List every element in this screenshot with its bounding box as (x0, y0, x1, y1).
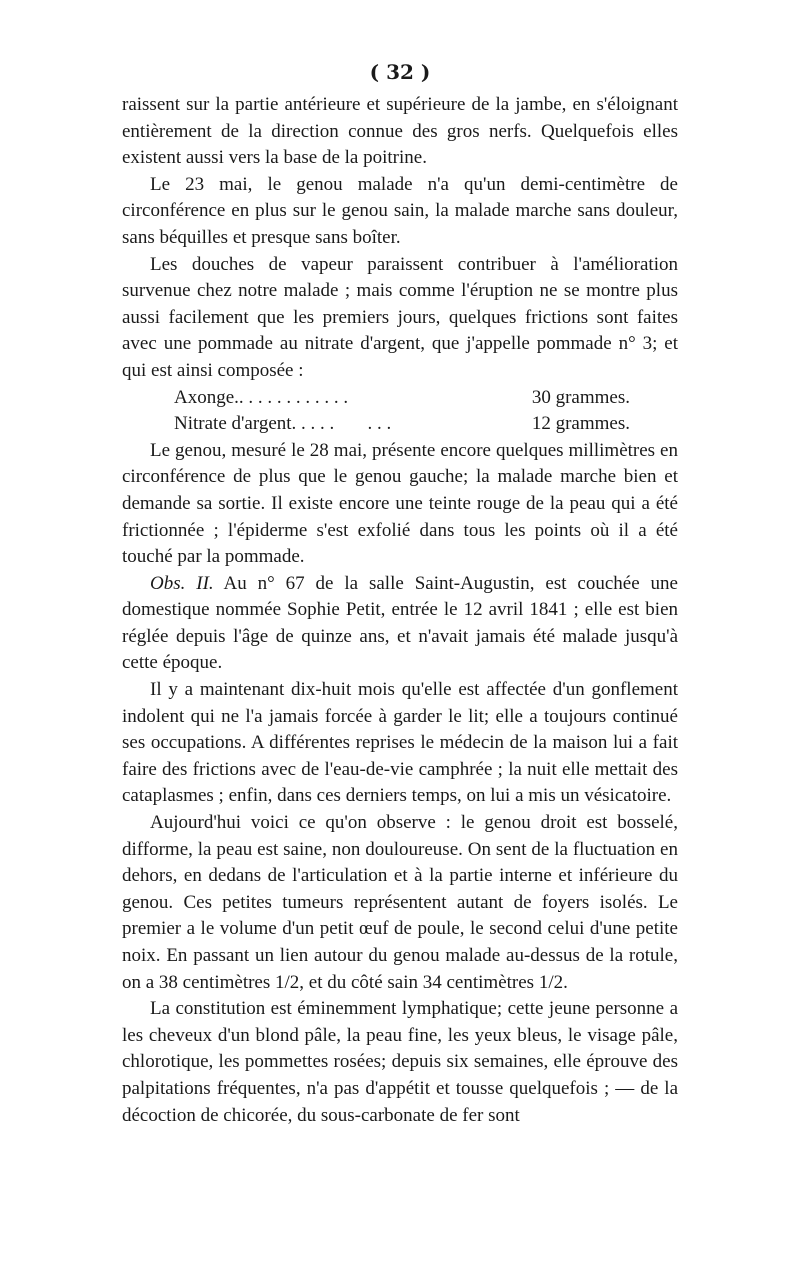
formula-ingredient: Axonge.. . . . . . . . . . . . (174, 386, 349, 408)
body-text (122, 92, 678, 1129)
observation-paragraph (122, 571, 678, 677)
paragraph: Il y a maintenant dix-huit mois qu'elle est affectée d'un gonflement indolent qui ne l'a jamais forcée à garder le lit; elle a toujours continué ses occupations. A différentes reprises le médecin de la maison lui a fait faire des frictions avec de l'eau-de-vie camphrée ; la nuit elle mettait des cataplasmes ; enfin, dans ces derniers temps, on lui a mis un vésicatoire. (122, 679, 678, 807)
paragraph: raissent sur la partie antérieure et supérieure de la jambe, en s'éloignant entièrement de la direction connue des gros nerfs. Quelquefois elles existent aussi vers la base de la poitrine. (122, 94, 678, 169)
formula-ingredient: Nitrate d'argent. . . . . . . . (174, 413, 392, 435)
formula-quantity: 30 grammes. (531, 386, 630, 408)
paragraph: Aujourd'hui voici ce qu'on observe : le genou droit est bosselé, difforme, la peau est saine, non douloureuse. On sent de la fluctuation en dehors, en dedans de l'articulation et à la partie interne et inférieure du genou. Ces petites tumeurs représentent autant de foyers isolés. Le premier a le volume d'un petit œuf de poule, le second celui d'une petite noix. En passant un lien autour du genou malade au-dessus de la rotule, on a 38 centimètres 1/2, et du côté sain 34 centimètres 1/2. (122, 812, 678, 993)
paragraph: La constitution est éminemment lymphatique; cette jeune personne a les cheveux d'un blond pâle, la peau fine, les yeux bleus, le visage pâle, chlorotique, les pommettes rosées; depuis six semaines, elle éprouve des palpitations fréquentes, n'a pas d'appétit et tousse quelquefois ; — de la décoction de chicorée, du sous-carbonate de fer sont (122, 998, 678, 1126)
formula-table (174, 385, 630, 438)
page-number: ( 32 ) (369, 60, 431, 84)
paragraph: Les douches de vapeur paraissent contribuer à l'amélioration survenue chez notre malade ; mais comme l'éruption ne se montre plus aussi facilement que les premiers jours, quelques frictions sont faites avec une pommade au nitrate d'argent, que j'appelle pommade n° 3; et qui est ainsi composée : (122, 253, 678, 381)
observation-label: Obs. II. (150, 572, 214, 594)
paragraph: Le 23 mai, le genou malade n'a qu'un demi-centimètre de circonférence en plus sur le genou sain, la malade marche sans douleur, sans béquilles et presque sans boîter. (122, 173, 678, 248)
formula-row (174, 411, 630, 438)
observation-text: Au n° 67 de la salle Saint-Augustin, est couchée une domestique nommée Sophie Petit, entrée le 12 avril 1841 ; elle est bien réglée depuis l'âge de quinze ans, et n'avait jamais été malade jusqu'à cette époque. (122, 572, 678, 674)
paragraph: Le genou, mesuré le 28 mai, présente encore quelques millimètres en circonférence de plus que le genou gauche; la malade marche bien et demande sa sortie. Il existe encore une teinte rouge de la peau qui a été frictionnée ; l'épiderme s'est exfolié dans tous les points où il a été touché par la pommade. (122, 439, 678, 568)
formula-quantity: 12 grammes. (531, 413, 630, 435)
formula-row (174, 385, 630, 412)
